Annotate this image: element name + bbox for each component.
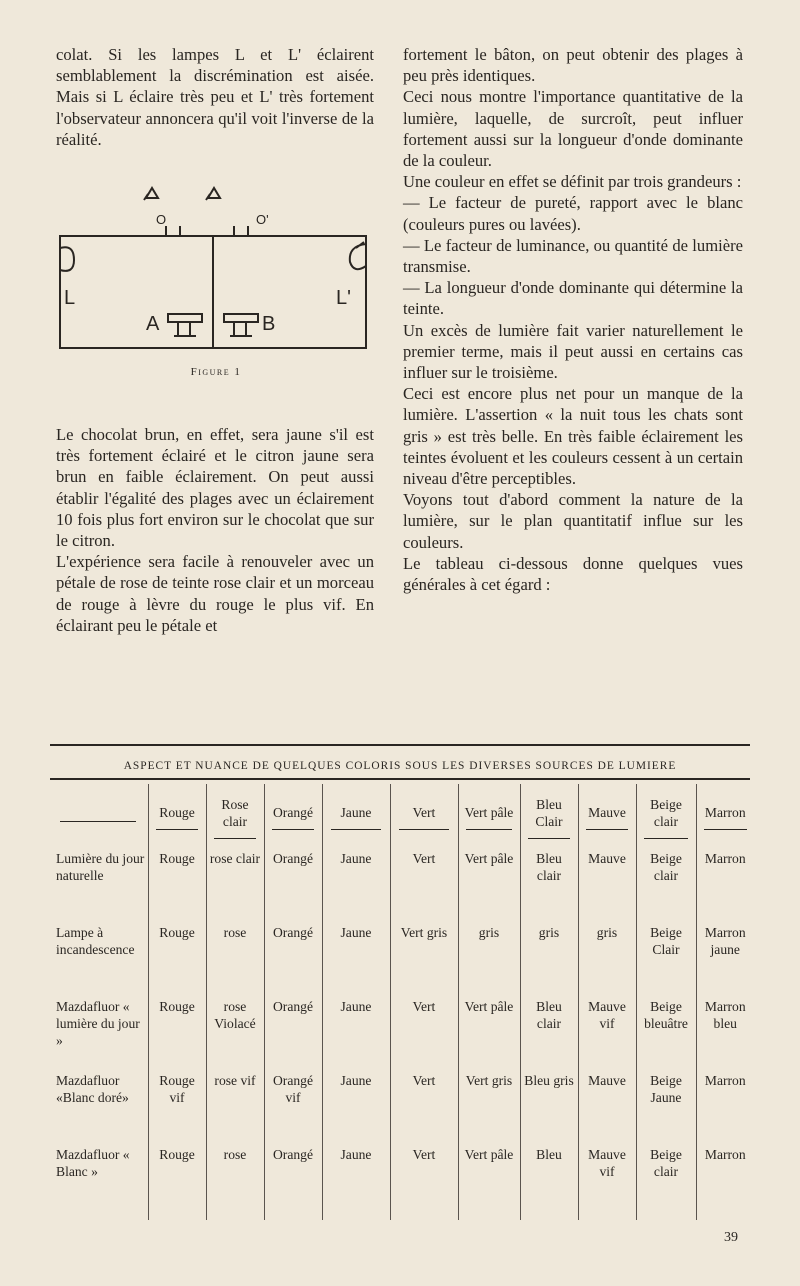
paragraph: colat. Si les lampes L et L' éclairent semblablement la discrémination est aisée. Mais si L éclaire très peu et L' très fortement l'observateur annoncera qu'il voit l'inverse de la réalité. [56, 45, 374, 149]
column-header: Rose clair [206, 784, 264, 850]
table-cell: Jaune [322, 1072, 390, 1146]
column-header: Bleu Clair [520, 784, 578, 850]
lamp-icon [60, 247, 74, 271]
eye-icon [144, 188, 158, 200]
list-item: — Le facteur de pureté, rapport avec le blanc (couleurs pures ou lavées). [403, 193, 743, 234]
table-cell: Bleu clair [520, 998, 578, 1072]
table-cell: Beige bleuâtre [636, 998, 696, 1072]
row-header: Mazdafluor « lumière du jour » [56, 999, 140, 1048]
table-row [48, 1072, 754, 1146]
table-rule-top [50, 744, 750, 746]
table-cell: Jaune [322, 998, 390, 1072]
table-cell: Bleu clair [520, 850, 578, 924]
paragraph: Le tableau ci-dessous donne quelques vues générales à cet égard : [403, 553, 743, 595]
column-header: Orangé [264, 784, 322, 850]
left-column-continued [56, 424, 374, 636]
row-header: Lampe à incandescence [56, 925, 135, 957]
table-cell: rose vif [206, 1072, 264, 1146]
table-cell: rose Violacé [206, 998, 264, 1072]
table-cell: Vert gris [390, 924, 458, 998]
list-item: — La longueur d'onde dominante qui détermine la teinte. [403, 278, 743, 319]
paragraph: Voyons tout d'abord comment la nature de la lumière, sur le plan quantitatif influe sur les couleurs. [403, 490, 743, 552]
table-cell: Jaune [322, 924, 390, 998]
label-b: B [262, 313, 276, 335]
eye-icon [206, 188, 220, 200]
table-cell: Mauve [578, 850, 636, 924]
table-cell: Rouge vif [148, 1072, 206, 1146]
table-cell: rose clair [206, 850, 264, 924]
table-row [48, 850, 754, 924]
column-header: Rouge [148, 784, 206, 850]
table-cell: Rouge [148, 850, 206, 924]
table-row [48, 924, 754, 998]
table-cell: gris [458, 924, 520, 998]
table-cell: Vert [390, 998, 458, 1072]
column-header: Beige clair [636, 784, 696, 850]
table-cell: Vert pâle [458, 998, 520, 1072]
pedestal-a [168, 314, 202, 322]
table-cell: Jaune [322, 850, 390, 924]
table-rule-mid [50, 778, 750, 780]
table-cell: Orangé [264, 1146, 322, 1220]
label-a: A [146, 313, 160, 335]
row-header: Mazdafluor «Blanc doré» [56, 1073, 129, 1105]
table-cell: gris [520, 924, 578, 998]
table-cell: Vert [390, 1146, 458, 1220]
table-cell: Mauve vif [578, 1146, 636, 1220]
right-column [403, 44, 743, 595]
left-column [56, 44, 374, 150]
table-cell: Vert pâle [458, 850, 520, 924]
table-cell: Vert pâle [458, 1146, 520, 1220]
lamp-diagram [56, 178, 376, 378]
label-l-prime: L' [336, 287, 351, 309]
paragraph: fortement le bâton, on peut obtenir des plages à peu près identiques. [403, 45, 743, 86]
table-cell: Orangé vif [264, 1072, 322, 1146]
table-cell: Jaune [322, 1146, 390, 1220]
table-cell: Marron [696, 1072, 754, 1146]
paragraph: Un excès de lumière fait varier naturellement le premier terme, mais il peut aussi en certains cas influer sur le troisième. [403, 320, 743, 383]
table-cell: Mauve [578, 1072, 636, 1146]
table-cell: Orangé [264, 998, 322, 1072]
table-cell: Marron bleu [696, 998, 754, 1072]
table-cell: Rouge [148, 1146, 206, 1220]
table-header-row [48, 784, 754, 850]
table-cell: rose [206, 1146, 264, 1220]
table-cell: rose [206, 924, 264, 998]
table-cell: Orangé [264, 924, 322, 998]
column-header: Vert pâle [458, 784, 520, 850]
table-cell: Beige clair [636, 850, 696, 924]
table-cell: Marron [696, 850, 754, 924]
label-o: O [156, 212, 167, 227]
table-corner [48, 784, 148, 850]
paragraph: Une couleur en effet se définit par trois grandeurs : [403, 172, 742, 192]
column-header: Vert [390, 784, 458, 850]
figure-1 [56, 178, 376, 378]
paragraph: Ceci est encore plus net pour un manque de la lumière. L'assertion « la nuit tous les chats sont gris » est très belle. En très faible éclairement les teintes évoluent et les couleurs cessent à un certain niveau d'être perceptibles. [403, 384, 743, 489]
lamp-icon [350, 242, 366, 269]
paragraph: L'expérience sera facile à renouveler avec un pétale de rose de teinte rose clair et un morceau de rouge à lèvre du rouge le plus vif. En éclairant peu le pétale et [56, 552, 374, 635]
table-cell: Beige Clair [636, 924, 696, 998]
list-item: — Le facteur de luminance, ou quantité de lumière transmise. [403, 235, 743, 277]
page-number: 39 [724, 1230, 738, 1245]
table-cell: Rouge [148, 924, 206, 998]
column-header: Mauve [578, 784, 636, 850]
table-cell: Vert gris [458, 1072, 520, 1146]
table-cell: Marron jaune [696, 924, 754, 998]
row-header: Mazdafluor « Blanc » [56, 1147, 130, 1179]
label-o-prime: O' [256, 212, 269, 227]
color-table [48, 784, 754, 1220]
table-cell: gris [578, 924, 636, 998]
table-cell: Vert [390, 850, 458, 924]
figure-caption: Figure 1 [190, 366, 242, 378]
label-l: L [64, 287, 76, 309]
table-title: ASPECT ET NUANCE DE QUELQUES COLORIS SOUS LES DIVERSES SOURCES DE LUMIERE [123, 760, 677, 772]
table-cell: Bleu [520, 1146, 578, 1220]
table-row [48, 1146, 754, 1220]
table-cell: Rouge [148, 998, 206, 1072]
paragraph: Le chocolat brun, en effet, sera jaune s'il est très fortement éclairé et le citron jaune sera brun en faible éclairement. On peut aussi établir l'égalité des plages avec un éclairement 10 fois plus fort environ sur le chocolat que sur le citron. [56, 425, 374, 551]
table-cell: Beige clair [636, 1146, 696, 1220]
table-cell: Vert [390, 1072, 458, 1146]
row-header: Lumière du jour naturelle [56, 851, 145, 883]
table-cell: Marron [696, 1146, 754, 1220]
table-row [48, 998, 754, 1072]
table-cell: Mauve vif [578, 998, 636, 1072]
table-cell: Orangé [264, 850, 322, 924]
column-header: Marron [696, 784, 754, 850]
table-cell: Bleu gris [520, 1072, 578, 1146]
pedestal-b [224, 314, 258, 322]
column-header: Jaune [322, 784, 390, 850]
paragraph: Ceci nous montre l'importance quantitative de la lumière, laquelle, de surcroît, peut influer fortement aussi sur la longueur d'onde dominante de la couleur. [403, 87, 743, 171]
table-cell: Beige Jaune [636, 1072, 696, 1146]
